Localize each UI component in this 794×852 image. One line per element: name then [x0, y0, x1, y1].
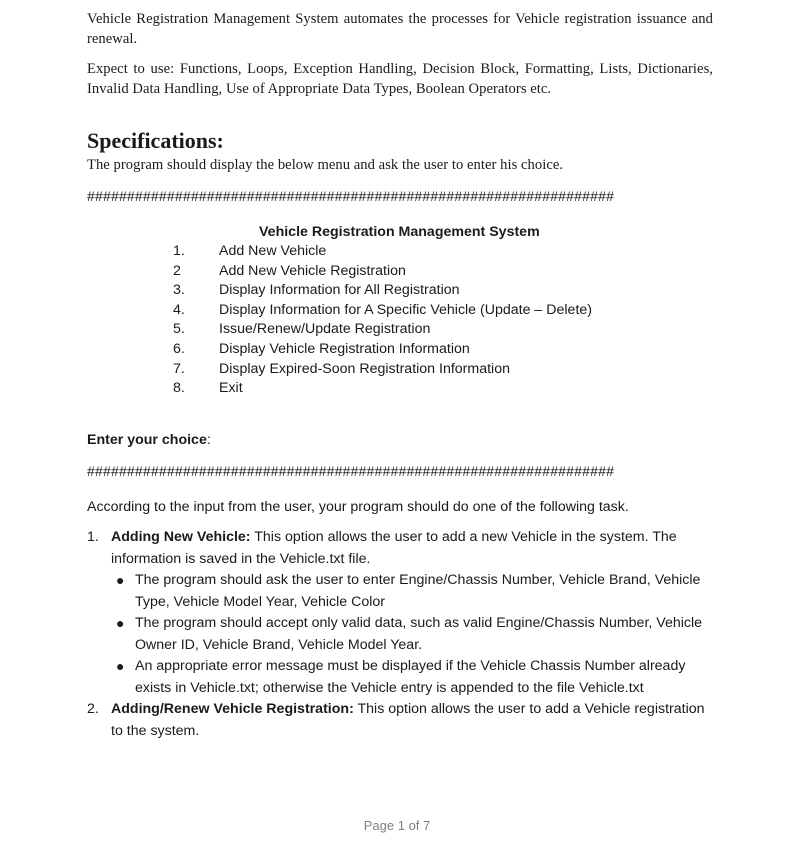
menu-item [173, 379, 592, 399]
menu-item [173, 340, 592, 360]
task-bullets [111, 570, 713, 699]
bullet-item [111, 656, 713, 699]
menu-item [173, 301, 592, 321]
task-list [87, 527, 713, 742]
task-number: 1. [87, 529, 99, 545]
intro-paragraph: Vehicle Registration Management System automates the processes for Vehicle registration issuance and renewal. [87, 11, 713, 47]
page-number-footer: Page 1 of 7 [363, 818, 431, 833]
menu-item-number: 6. [173, 340, 185, 357]
bullet-text: An appropriate error message must be displayed if the Vehicle Chassis Number already exists in Vehicle.txt; otherwise the Vehicle entry is appended to the file Vehicle.txt [135, 658, 686, 696]
menu-title: Vehicle Registration Management System [259, 224, 540, 240]
menu-item [173, 262, 592, 282]
menu-item [173, 242, 592, 262]
bullet-icon: ● [116, 658, 125, 674]
specifications-heading: Specifications: [87, 128, 224, 153]
bullet-item [111, 613, 713, 656]
task-title: Adding New Vehicle: [111, 529, 251, 545]
task-text: This option allows the user to add a Vehicle registration to the system. [111, 701, 705, 739]
task-item [87, 527, 713, 699]
hash-separator-bottom: ################################################################## [87, 463, 615, 479]
choice-prompt-label: Enter your choice [87, 432, 207, 448]
task-text: This option allows the user to add a new Vehicle in the system. The information is saved in the Vehicle.txt file. [111, 529, 677, 567]
tasks-intro: According to the input from the user, your program should do one of the following task. [87, 499, 629, 515]
specifications-text: The program should display the below menu and ask the user to enter his choice. [87, 157, 564, 173]
task-item [87, 699, 713, 742]
choice-prompt-colon: : [206, 432, 211, 448]
menu-item-number: 8. [173, 380, 185, 397]
menu-item-label: Display Information for A Specific Vehicle (Update – Delete) [219, 301, 593, 318]
menu-item-number: 1. [173, 243, 185, 259]
requirements-paragraph: Expect to use: Functions, Loops, Exception Handling, Decision Block, Formatting, Lists, Dictionaries, Invalid Data Handling, Use of Appropriate Data Types, Boolean Operators etc. [87, 61, 713, 97]
menu-item-label: Exit [219, 380, 243, 397]
menu-item [173, 360, 592, 380]
menu-item-number: 3. [173, 282, 185, 299]
bullet-icon: ● [116, 615, 125, 631]
menu-item-number: 2 [173, 262, 181, 279]
menu-item-label: Display Information for All Registration [219, 282, 460, 299]
menu-list [173, 242, 592, 399]
menu-item-label: Issue/Renew/Update Registration [219, 321, 431, 338]
menu-item-label: Add New Vehicle Registration [219, 262, 406, 279]
bullet-item [111, 570, 713, 613]
hash-separator-top: ################################################################## [87, 188, 615, 204]
bullet-icon: ● [116, 572, 125, 588]
menu-item [173, 320, 592, 340]
menu-item-label: Display Expired-Soon Registration Information [219, 360, 510, 377]
bullet-text: The program should ask the user to enter Engine/Chassis Number, Vehicle Brand, Vehicle Type, Vehicle Model Year, Vehicle Color [135, 572, 701, 610]
menu-item-label: Display Vehicle Registration Information [219, 340, 470, 357]
task-number: 2. [87, 701, 99, 717]
menu-item [173, 281, 592, 301]
task-title: Adding/Renew Vehicle Registration: [111, 701, 354, 717]
menu-item-number: 4. [173, 301, 185, 318]
bullet-text: The program should accept only valid data, such as valid Engine/Chassis Number, Vehicle Owner ID, Vehicle Brand, Vehicle Model Year. [135, 615, 703, 653]
menu-item-number: 5. [173, 321, 185, 338]
choice-prompt [87, 430, 211, 450]
menu-item-number: 7. [173, 360, 185, 377]
menu-item-label: Add New Vehicle [219, 243, 327, 259]
